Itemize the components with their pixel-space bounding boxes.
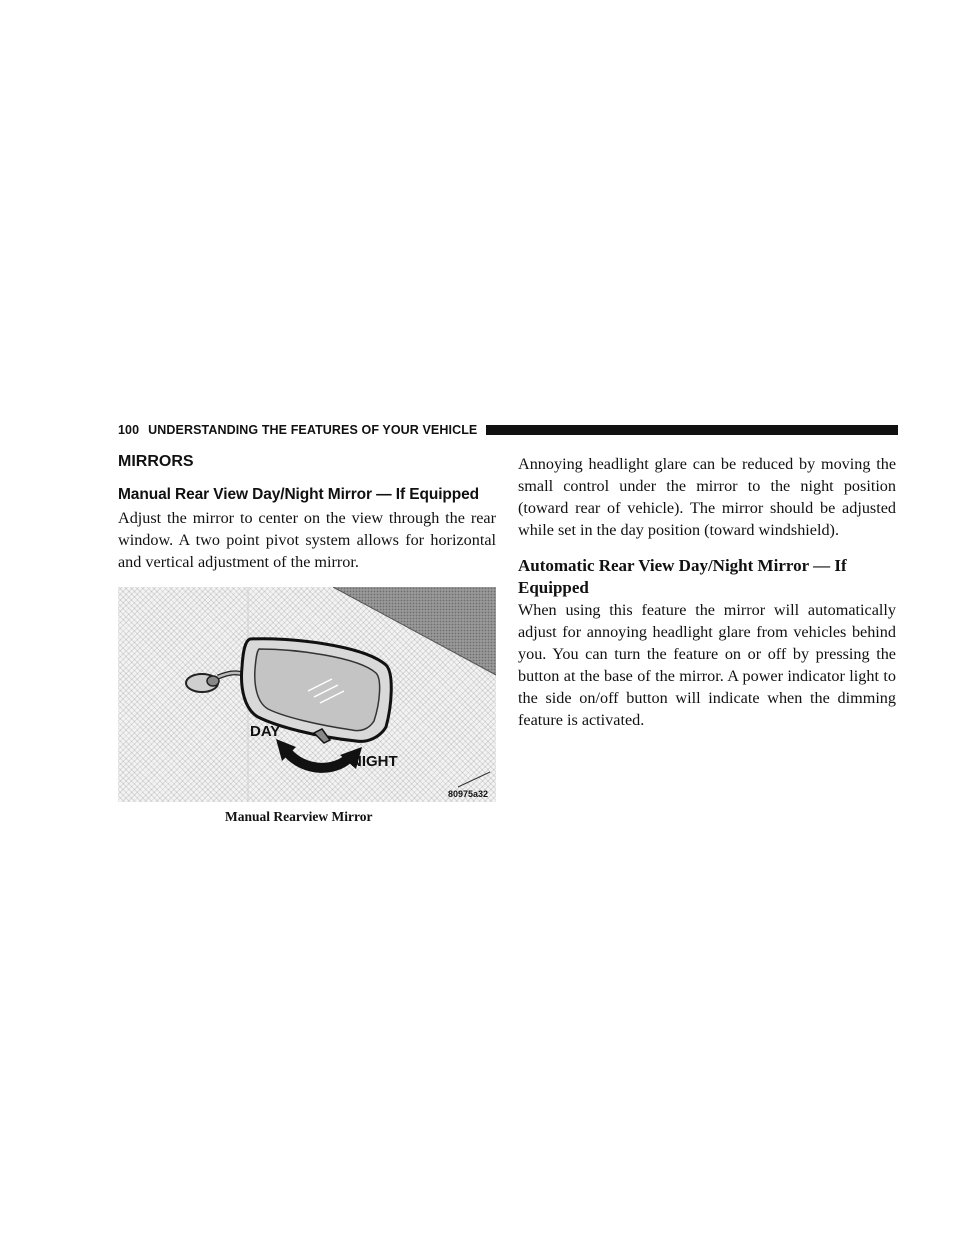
automatic-mirror-heading: Automatic Rear View Day/Night Mirror — If Equipped [518,556,847,597]
manual-mirror-paragraph: Adjust the mirror to center on the view through the rear window. A two point pivot system allows for horizontal and vertical adjustment of the mirror. [118,509,496,571]
page-number: 100 [118,423,140,437]
header-rule [486,425,898,435]
section-title: MIRRORS [118,453,194,470]
right-column [518,453,896,731]
header-title: UNDERSTANDING THE FEATURES OF YOUR VEHICLE [148,423,478,437]
day-label: DAY [250,723,281,740]
manual-rearview-mirror-figure [118,587,496,802]
left-column [118,452,496,825]
image-code: 80975a32 [448,789,489,799]
glare-paragraph: Annoying headlight glare can be reduced by moving the small control under the mirror to the night position (toward rear of vehicle). The mirror should be adjusted while set in the day position (toward windshield). [518,455,896,539]
figure-caption: Manual Rearview Mirror [225,809,373,824]
night-label: NIGHT [351,753,398,770]
manual-mirror-heading: Manual Rear View Day/Night Mirror — If Equipped [118,486,480,503]
automatic-mirror-paragraph: When using this feature the mirror will automatically adjust for annoying headlight glare from vehicles behind you. You can turn the feature on or off by pressing the button at the base of the mirror. A power indicator light to the side on/off button will indicate when the dimming feature is activated. [518,601,896,729]
mirror-illustration [118,587,496,802]
page-header [118,421,898,439]
